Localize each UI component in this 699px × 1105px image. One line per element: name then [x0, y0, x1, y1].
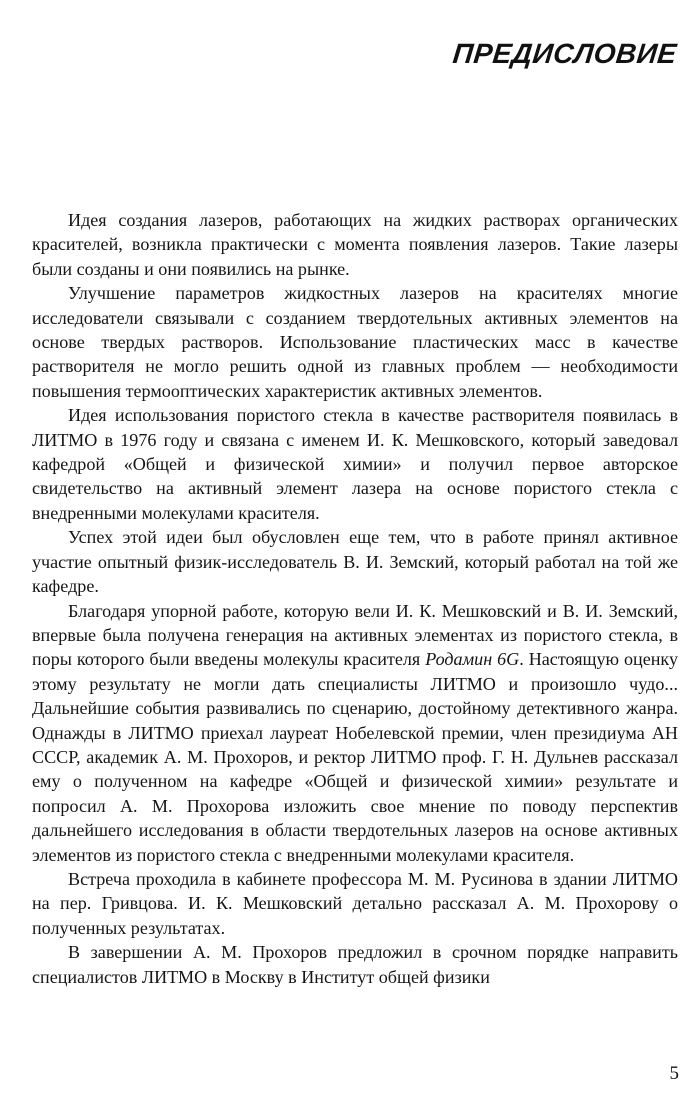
dye-name: Родамин 6G: [425, 649, 520, 670]
paragraph-5: [32, 599, 678, 867]
paragraph-3: Идея использования пористого стекла в качестве растворителя появилась в ЛИТМО в 1976 году и связана с именем И. К. Мешковского, который заведовал кафедрой «Общей и физической химии» и получил первое авторское свидетельство на активный элемент лазера на основе пористого стекла с внедренными молекулами красителя.: [32, 405, 678, 523]
paragraph-5-after: . Настоящую оценку этому результату не могли дать специалисты ЛИТМО и произошло чудо... Дальнейшие события развивались по сценарию, достойному детективного жанра. Однажды в ЛИТМО приехал лауреат Нобелевской премии, член президиума АН СССР, академик А. М. Прохоров, и ректор ЛИТМО проф. Г. Н. Дульнев рассказал ему о полученном на кафедре «Общей и физической химии» результате и попросил А. М. Прохорова изложить свое мнение по поводу перспектив дальнейшего исследования в области твердотельных лазеров на основе активных элементов из пористого стекла с внедренными молекулами красителя.: [32, 649, 678, 865]
paragraph-2: Улучшение параметров жидкостных лазеров на красителях многие исследователи связывали с созданием твердотельных активных элементов на основе твердых растворов. Использование пластических масс в качестве растворителя не могло решить одной из главных проблем — необходимости повышения термооптических характеристик активных элементов.: [32, 283, 678, 401]
paragraph-6: Встреча проходила в кабинете профессора М. М. Русинова в здании ЛИТМО на пер. Гривцова. И. К. Мешковский детально рассказал А. М. Прохорову о полученных результатах.: [32, 868, 678, 938]
chapter-heading: ПРЕДИСЛОВИЕ: [451, 38, 679, 69]
paragraph-4: Успех этой идеи был обусловлен еще тем, что в работе принял активное участие опытный физик-исследователь В. И. Земский, который работал на той же кафедре.: [32, 527, 678, 597]
body-text: [32, 208, 678, 989]
paragraph-1: Идея создания лазеров, работающих на жидких растворах органических красителей, возникла практически с момента появления лазеров. Такие лазеры были созданы и они появились на рынке.: [32, 210, 678, 279]
paragraph-5-before: Благодаря упорной работе, которую вели И. К. Мешковский и В. И. Земский, впервые была получена генерация на активных элементах из пористого стекла, в поры которого были введены молекулы красителя: [32, 600, 678, 670]
paragraph-7: В завершении А. М. Прохоров предложил в срочном порядке направить специалистов ЛИТМО в Москву в Институт общей физики: [32, 942, 678, 987]
page-number: 5: [669, 1063, 679, 1084]
